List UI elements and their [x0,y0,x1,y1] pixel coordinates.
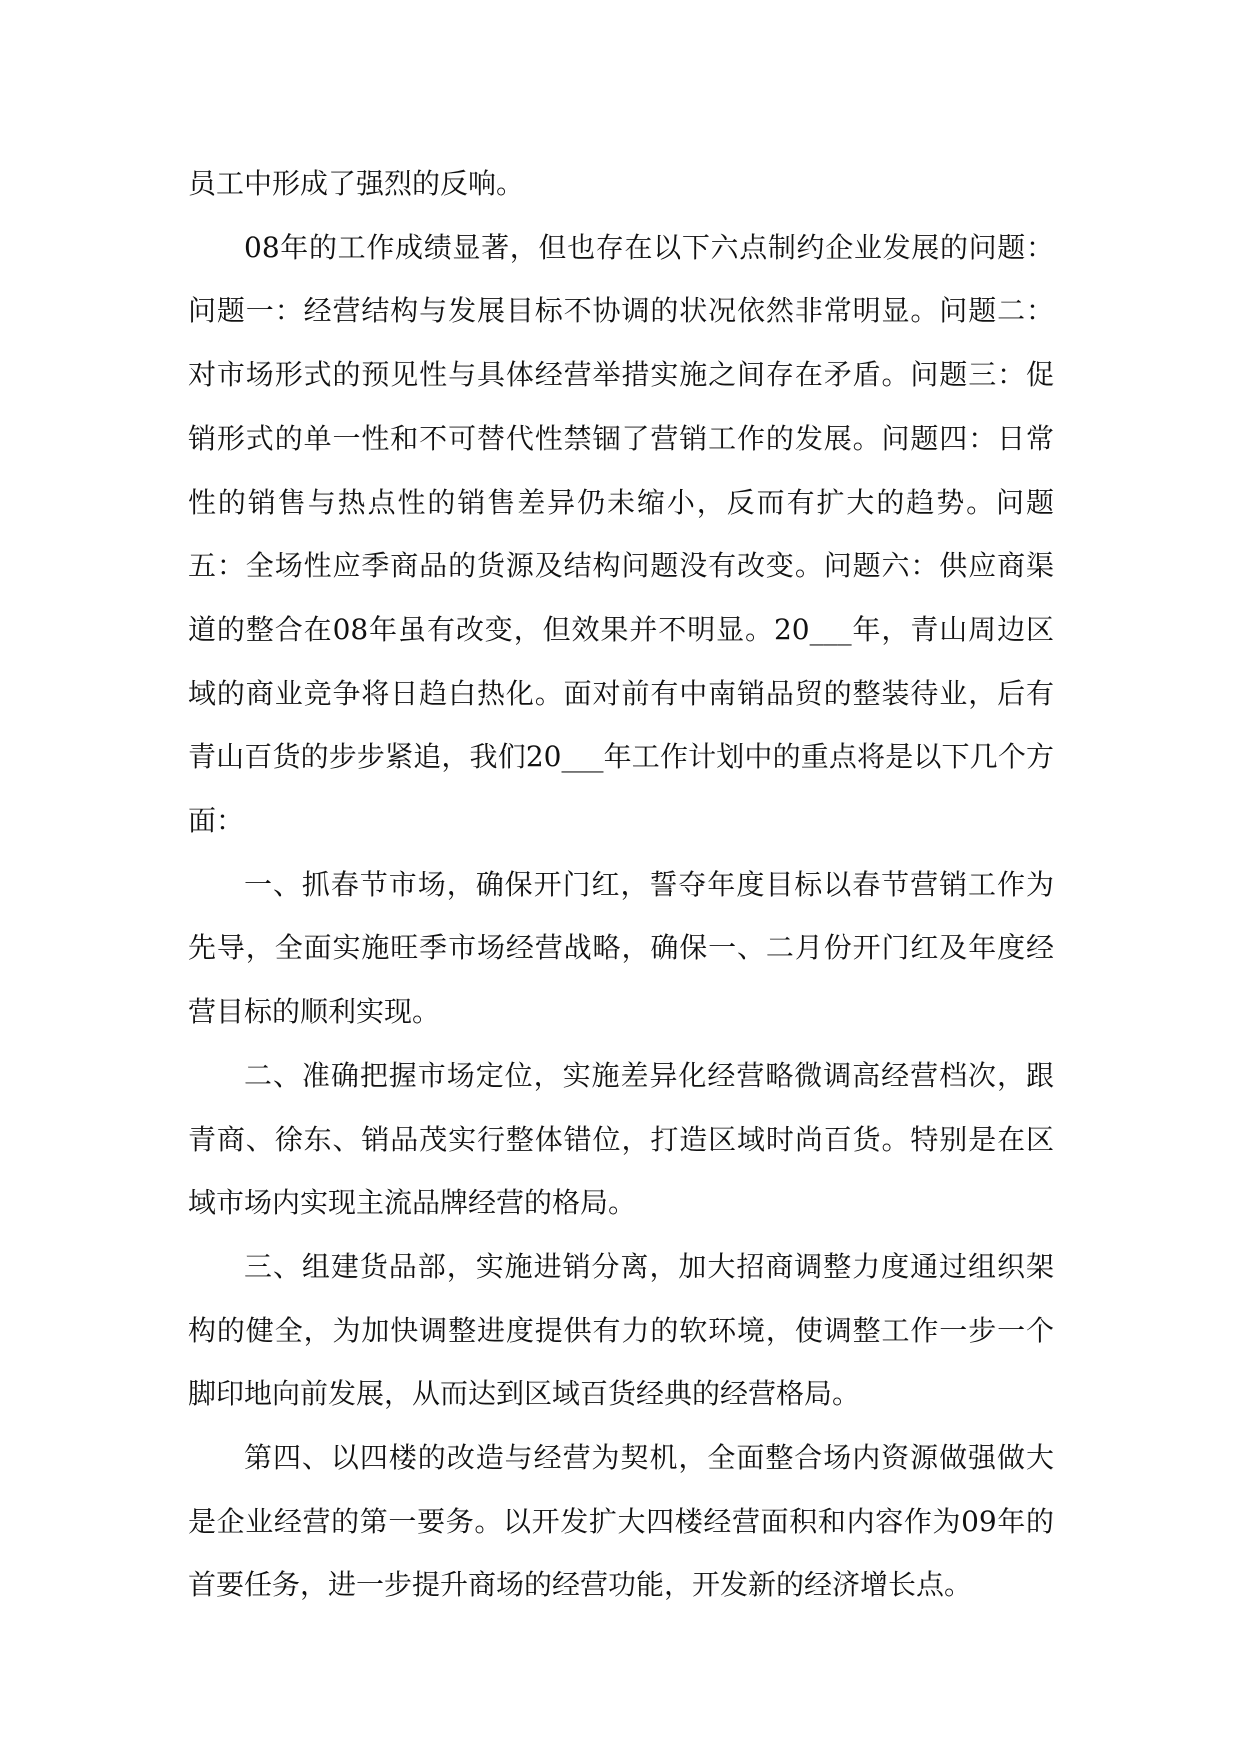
paragraph-point-4: 第四、以四楼的改造与经营为契机，全面整合场内资源做强做大是企业经营的第一要务。以开发扩大四楼经营面积和内容作为09年的首要任务，进一步提升商场的经营功能，开发新的经济增长点。 [188,1441,1054,1602]
paragraph-problems: 08年的工作成绩显著，但也存在以下六点制约企业发展的问题：问题一：经营结构与发展目标不协调的状况依然非常明显。问题二：对市场形式的预见性与具体经营举措实施之间存在矛盾。问题三：促销形式的单一性和不可替代性禁锢了营销工作的发展。问题四：日常性的销售与热点性的销售差异仍未缩小，反而有扩大的趋势。问题五：全场性应季商品的货源及结构问题没有改变。问题六：供应商渠道的整合在08年虽有改变，但效果并不明显。20___年，青山周边区域的商业竞争将日趋白热化。面对前有中南销品贸的整装待业，后有青山百货的步步紧追，我们20___年工作计划中的重点将是以下几个方面： [188,230,1054,838]
paragraph-point-2: 二、准确把握市场定位，实施差异化经营略微调高经营档次，跟青商、徐东、销品茂实行整体错位，打造区域时尚百货。特别是在区域市场内实现主流品牌经营的格局。 [188,1058,1054,1220]
document-body [188,152,1054,1617]
paragraph-point-1: 一、抓春节市场，确保开门红，誓夺年度目标以春节营销工作为先导，全面实施旺季市场经营战略，确保一、二月份开门红及年度经营目标的顺利实现。 [188,867,1054,1029]
paragraph-continuation: 员工中形成了强烈的反响。 [188,167,525,200]
paragraph-point-3: 三、组建货品部，实施进销分离，加大招商调整力度通过组织架构的健全，为加快调整进度提供有力的软环境，使调整工作一步一个脚印地向前发展，从而达到区域百货经典的经营格局。 [188,1249,1054,1411]
